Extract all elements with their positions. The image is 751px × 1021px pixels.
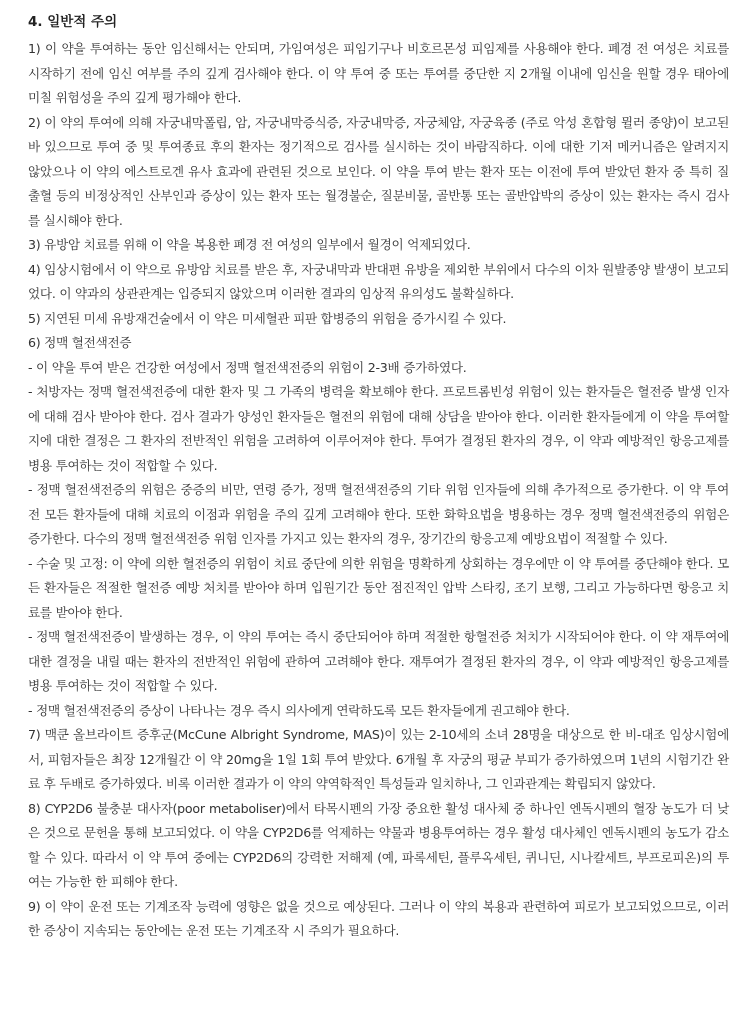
paragraph-6-item-6: - 정맥 혈전색전증의 증상이 나타나는 경우 즉시 의사에게 연락하도록 모든 환자들에게 권고해야 한다.: [28, 702, 570, 718]
paragraph-6-item-1: - 이 약을 투여 받은 건강한 여성에서 정맥 혈전색전증의 위험이 2-3배 증가하였다.: [28, 359, 467, 375]
paragraph-4: 4) 임상시험에서 이 약으로 유방암 치료를 받은 후, 자궁내막과 반대편 유방을 제외한 부위에서 다수의 이차 원발종양 발생이 보고되었다. 이 약과의 상관관계는 입증되지 않았으며 이러한 결과의 임상적 유의성도 불확실하다.: [28, 261, 729, 301]
paragraph-6-heading: 6) 정맥 혈전색전증: [28, 335, 132, 350]
paragraph-6-item-5: - 정맥 혈전색전증이 발생하는 경우, 이 약의 투여는 즉시 중단되어야 하며 적절한 항혈전증 처치가 시작되어야 한다. 이 약 재투여에 대한 결정을 내릴 때는 환자의 전반적인 위험에 관하여 고려해야 한다. 재투여가 결정된 환자의 경우, 이 약과 예방적인 항응고제를 병용 투여하는 것이 적합할 수 있다.: [28, 629, 729, 693]
paragraph-1: 1) 이 약을 투여하는 동안 임신해서는 안되며, 가임여성은 피임기구나 비호르몬성 피임제를 사용해야 한다. 폐경 전 여성은 치료를 시작하기 전에 임신 여부를 주의 깊게 검사해야 한다. 이 약 투여 중 또는 투여를 중단한 지 2개월 이내에 임신을 원할 경우 태아에 미칠 위험성을 주의 깊게 평가해야 한다.: [28, 41, 729, 105]
paragraph-6-item-4: - 수술 및 고정: 이 약에 의한 혈전증의 위험이 치료 중단에 의한 위험을 명확하게 상회하는 경우에만 이 약 투여를 중단해야 한다. 모든 환자들은 적절한 혈전증 예방 처치를 받아야 하며 입원기간 동안 점진적인 압박 스타킹, 조기 보행, 그리고 가능하다면 항응고 치료를 받아야 한다.: [28, 555, 729, 620]
paragraph-6-item-3: - 정맥 혈전색전증의 위험은 중증의 비만, 연령 증가, 정맥 혈전색전증의 기타 위험 인자들에 의해 추가적으로 증가한다. 이 약 투여 전 모든 환자들에 대해 치료의 이점과 위험을 주의 깊게 고려해야 한다. 또한 화학요법을 병용하는 경우 정맥 혈전색전증의 위험은 증가한다. 다수의 정맥 혈전색전증 위험 인자를 가지고 있는 환자의 경우, 장기간의 항응고제 예방요법이 적절할 수 있다.: [28, 482, 729, 546]
paragraph-2: 2) 이 약의 투여에 의해 자궁내막폴립, 암, 자궁내막증식증, 자궁내막증, 자궁체암, 자궁육종 (주로 악성 혼합형 뮐러 종양)이 보고된 바 있으므로 투여 중 및 투여종료 후의 환자는 정기적으로 검사를 실시하는 것이 바람직하다. 이에 대한 기저 메커니즘은 알려지지 않았으나 이 약의 에스트로겐 유사 효과에 관련된 것으로 보인다. 이 약을 투여 받는 환자 또는 이전에 투여 받았던 환자 중 특히 질출혈 등의 비정상적인 산부인과 증상이 있는 환자 또는 월경불순, 질분비물, 골반통 또는 골반압박의 증상이 있는 환자는 즉시 검사를 실시해야 한다.: [28, 114, 729, 228]
section-title: 4. 일반적 주의: [28, 14, 118, 30]
paragraph-6-item-2: - 처방자는 정맥 혈전색전증에 대한 환자 및 그 가족의 병력을 확보해야 한다. 프로트롬빈성 위험이 있는 환자들은 혈전증 발생 인자에 대해 검사 받아야 한다. 검사 결과가 양성인 환자들은 혈전의 위험에 대해 상담을 받아야 한다. 이러한 환자들에게 이 약을 투여할 지에 대한 결정은 그 환자의 전반적인 위험을 고려하여 이루어져야 한다. 투여가 결정된 환자의 경우, 이 약과 예방적인 항응고제를 병용 투여하는 것이 적합할 수 있다.: [28, 384, 729, 473]
paragraph-9: 9) 이 약이 운전 또는 기계조작 능력에 영향은 없을 것으로 예상된다. 그러나 이 약의 복용과 관련하여 피로가 보고되었으므로, 이러한 증상이 지속되는 동안에는 운전 또는 기계조작 시 주의가 필요하다.: [28, 898, 729, 938]
paragraph-7: 7) 맥쿤 올브라이트 증후군(McCune Albright Syndrome, MAS)이 있는 2-10세의 소녀 28명을 대상으로 한 비-대조 임상시험에서, 피험자들은 최장 12개월간 이 약 20mg을 1일 1회 투여 받았다. 6개월 후 자궁의 평균 부피가 증가하였으며 1년의 시험기간 완료 후 두배로 증가하였다. 비록 이러한 결과가 이 약의 약역학적인 특성들과 일치하나, 그 인과관계는 확립되지 않았다.: [28, 727, 729, 791]
paragraph-8: 8) CYP2D6 불충분 대사자(poor metaboliser)에서 타목시펜의 가장 중요한 활성 대사체 중 하나인 엔독시펜의 혈장 농도가 더 낮은 것으로 문헌을 통해 보고되었다. 이 약을 CYP2D6를 억제하는 약물과 병용투여하는 경우 활성 대사체인 엔독시펜의 농도가 감소할 수 있다. 따라서 이 약 투여 중에는 CYP2D6의 강력한 저해제 (예, 파록세틴, 플루옥세틴, 퀴니딘, 시나칼세트, 부프로피온)의 투여는 가능한 한 피해야 한다.: [28, 800, 729, 889]
paragraph-5: 5) 지연된 미세 유방재건술에서 이 약은 미세혈관 피판 합병증의 위험을 증가시킬 수 있다.: [28, 310, 507, 326]
paragraph-3: 3) 유방암 치료를 위해 이 약을 복용한 폐경 전 여성의 일부에서 월경이 억제되었다.: [28, 237, 471, 252]
